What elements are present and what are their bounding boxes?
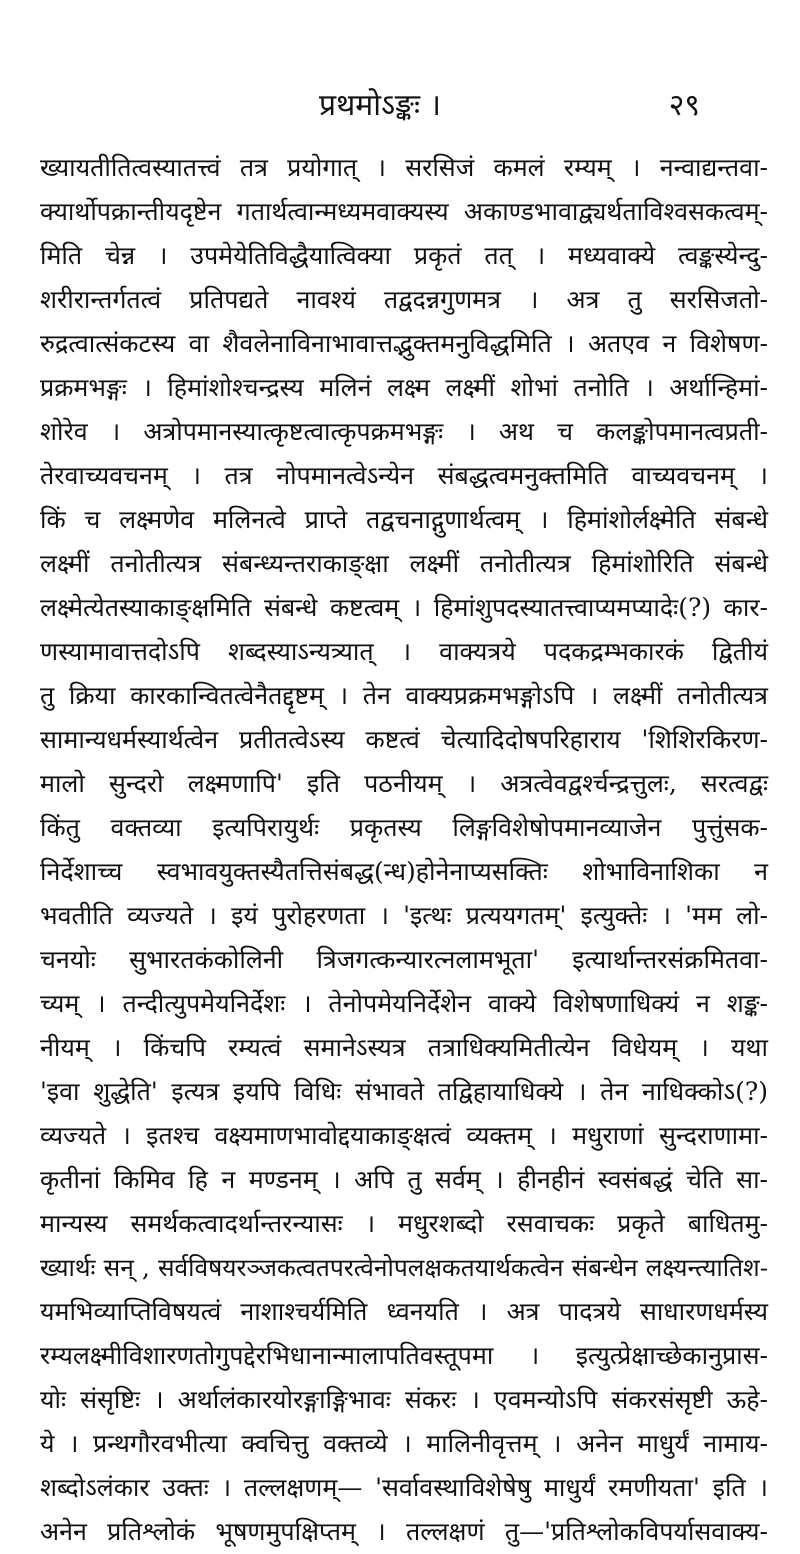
running-title: प्रथमोऽङ्कः । (319, 88, 441, 123)
text-line: शब्दोऽलंकार उक्तः । तल्लक्षणम्— 'सर्वावस्थाविशेषेषु माधुर्यं रमणीयता' इति । (40, 1473, 768, 1502)
text-line: णस्यामावात्तदोऽपि शब्दस्याऽन्यत्र्यात् । वाक्यत्रये पदकद्रम्भकारकं द्वितीयं (40, 637, 768, 666)
text-line: शोरेव । अत्रोपमानस्यात्कृष्टत्वात्कृपक्रमभङ्गः । अथ च कलङ्कोपमानत्वप्रती- (40, 417, 768, 446)
text-line: ख्यायतीतित्वस्यातत्त्वं तत्र प्रयोगात् । सरसिजं कमलं रम्यम् । नन्वाद्यन्तवा- (40, 153, 768, 182)
text-line: लक्ष्मेत्येतस्याकाङ्क्षमिति संबन्धे कष्टत्वम् । हिमांशुपदस्यातत्त्वाप्यमप्यादेः(?) कार- (40, 593, 768, 622)
text-line: कृतीनां किमिव हि न मण्डनम् । अपि तु सर्वम् । हीनहीनं स्वसंबद्धं चेति सा- (40, 1165, 768, 1194)
text-line: नीयम् । किंचपि रम्यत्वं समानेऽस्यत्र तत्राधिक्यमितीत्येन विधेयम् । यथा (40, 1033, 768, 1062)
text-line: क्यार्थोपक्रान्तीयदृष्टेन गतार्थत्वान्मध्यमवाक्यस्य अकाण्डभावाद्व्यर्थताविश्वसकत्वम्- (40, 197, 768, 226)
text-line: प्रक्रमभङ्गः । हिमांशोश्चन्द्रस्य मलिनं लक्ष्म लक्ष्मीं शोभां तनोति । अर्थान्हिमां- (40, 373, 768, 402)
page-number: २९ (668, 88, 700, 123)
text-line: निर्देशाच्च स्वभावयुक्तस्यैतत्तिसंबद्ध(न्ध)होनेनाप्यसक्तिः शोभाविनाशिका न (40, 857, 768, 886)
text-line: मालो सुन्दरो लक्ष्मणापि' इति पठनीयम् । अत्रत्वेवद्वर्श्चन्द्रत्तुलः, सरत्वद्वः (40, 769, 768, 798)
text-line: च्यम् । तन्दीत्युपमेयनिर्देशः । तेनोपमेयनिर्देशेन वाक्ये विशेषणाधिक्यं न शङ्क- (40, 989, 768, 1018)
text-line: तु क्रिया कारकान्वितत्वेनैतद्दृष्टम् । तेन वाक्यप्रक्रमभङ्गोऽपि । लक्ष्मीं तनोतीत्यत्र (40, 681, 768, 710)
text-line: सामान्यधर्मस्यार्थत्वेन प्रतीतत्वेऽस्य कष्टत्वं चेत्यादिदोषपरिहाराय 'शिशिरकिरण- (40, 725, 768, 754)
text-line: व्यज्यते । इतश्च वक्ष्यमाणभावोद्दयाकाङ्क्षत्वं व्यक्तम् । मधुराणां सुन्दराणामा- (40, 1121, 768, 1150)
text-line: ख्यार्थः सन् , सर्वविषयरञ्जकत्वतपरत्वेनोपलक्षकतयार्थकत्वेन संबन्धेन लक्ष्यन्त्यातिश- (40, 1253, 768, 1282)
body-text (40, 146, 768, 1554)
text-line: रम्यलक्ष्मीविशारणतोगुपद्देरभिधानान्मालापतिवस्तूपमा । इत्युत्प्रेक्षाच्छेकानुप्रास- (40, 1341, 768, 1370)
text-line: शरीरान्तर्गतत्वं प्रतिपद्यते नावश्यं तद्वदन्नगुणमत्र । अत्र तु सरसिजतो- (40, 285, 768, 314)
text-line: योः संसृष्टिः । अर्थालंकारयोरङ्गाङ्गिभावः संकरः । एवमन्योऽपि संकरसंसृष्टी ऊहे- (40, 1385, 768, 1414)
text-line: किंतु वक्तव्या इत्यपिरायुर्थः प्रकृतस्य लिङ्गविशेषोपमानव्याजेन पुत्तुंसक- (40, 813, 768, 842)
text-line: मान्यस्य समर्थकत्वादर्थान्तरन्यासः । मधुरशब्दो रसवाचकः प्रकृते बाधितमु- (40, 1209, 768, 1238)
text-line: मिति चेन्न । उपमेयेतिविद्धैयात्विक्या प्रकृतं तत् । मध्यवाक्ये त्वङ्कस्येन्दु- (40, 241, 768, 270)
text-line: किं च लक्ष्मणेव मलिनत्वे प्राप्ते तद्वचनाद्गुणार्थत्वम् । हिमांशोर्लक्ष्मेति संबन्धे (40, 505, 768, 534)
text-line: रुद्रत्वात्संकटस्य वा शैवलेनाविनाभावात्तद्भुक्तमनुविद्धमिति । अतएव न विशेषण- (40, 329, 768, 358)
text-line: यमभिव्याप्तिविषयत्वं नाशाश्चर्यमिति ध्वनयति । अत्र पादत्रये साधारणधर्मस्य (40, 1297, 768, 1326)
text-line: लक्ष्मीं तनोतीत्यत्र संबन्ध्यन्तराकाङ्क्षा लक्ष्मीं तनोतीत्यत्र हिमांशोरिति संबन्धे (40, 549, 768, 578)
text-line: भवतीति व्यज्यते । इयं पुरोहरणता । 'इत्थः प्रत्ययगतम्' इत्युक्तेः । 'मम लो- (40, 901, 768, 930)
page-header (0, 70, 800, 130)
text-line: तेरवाच्यवचनम् । तत्र नोपमानत्वेऽन्येन संबद्धत्वमनुक्तमिति वाच्यवचनम् । (40, 461, 768, 490)
text-line: 'इवा शुद्धेति' इत्यत्र इयपि विधिः संभावते तद्विहायाधिक्ये । तेन नाधिक्कोऽ(?) (40, 1077, 768, 1106)
text-line: ये । प्रन्थगौरवभीत्या क्वचित्तु वक्तव्ये । मालिनीवृत्तम् । अनेन माधुर्यं नामाय- (40, 1429, 768, 1458)
text-line: चनयोः सुभारतकंकोलिनी त्रिजगत्कन्यारत्नलामभूता' इत्यार्थान्तरसंक्रमितवा- (40, 945, 768, 974)
text-line: अनेन प्रतिश्लोकं भूषणमुपक्षिप्तम् । तल्लक्षणं तु—'प्रतिश्लोकविपर्यासवाक्य- (40, 1517, 768, 1546)
